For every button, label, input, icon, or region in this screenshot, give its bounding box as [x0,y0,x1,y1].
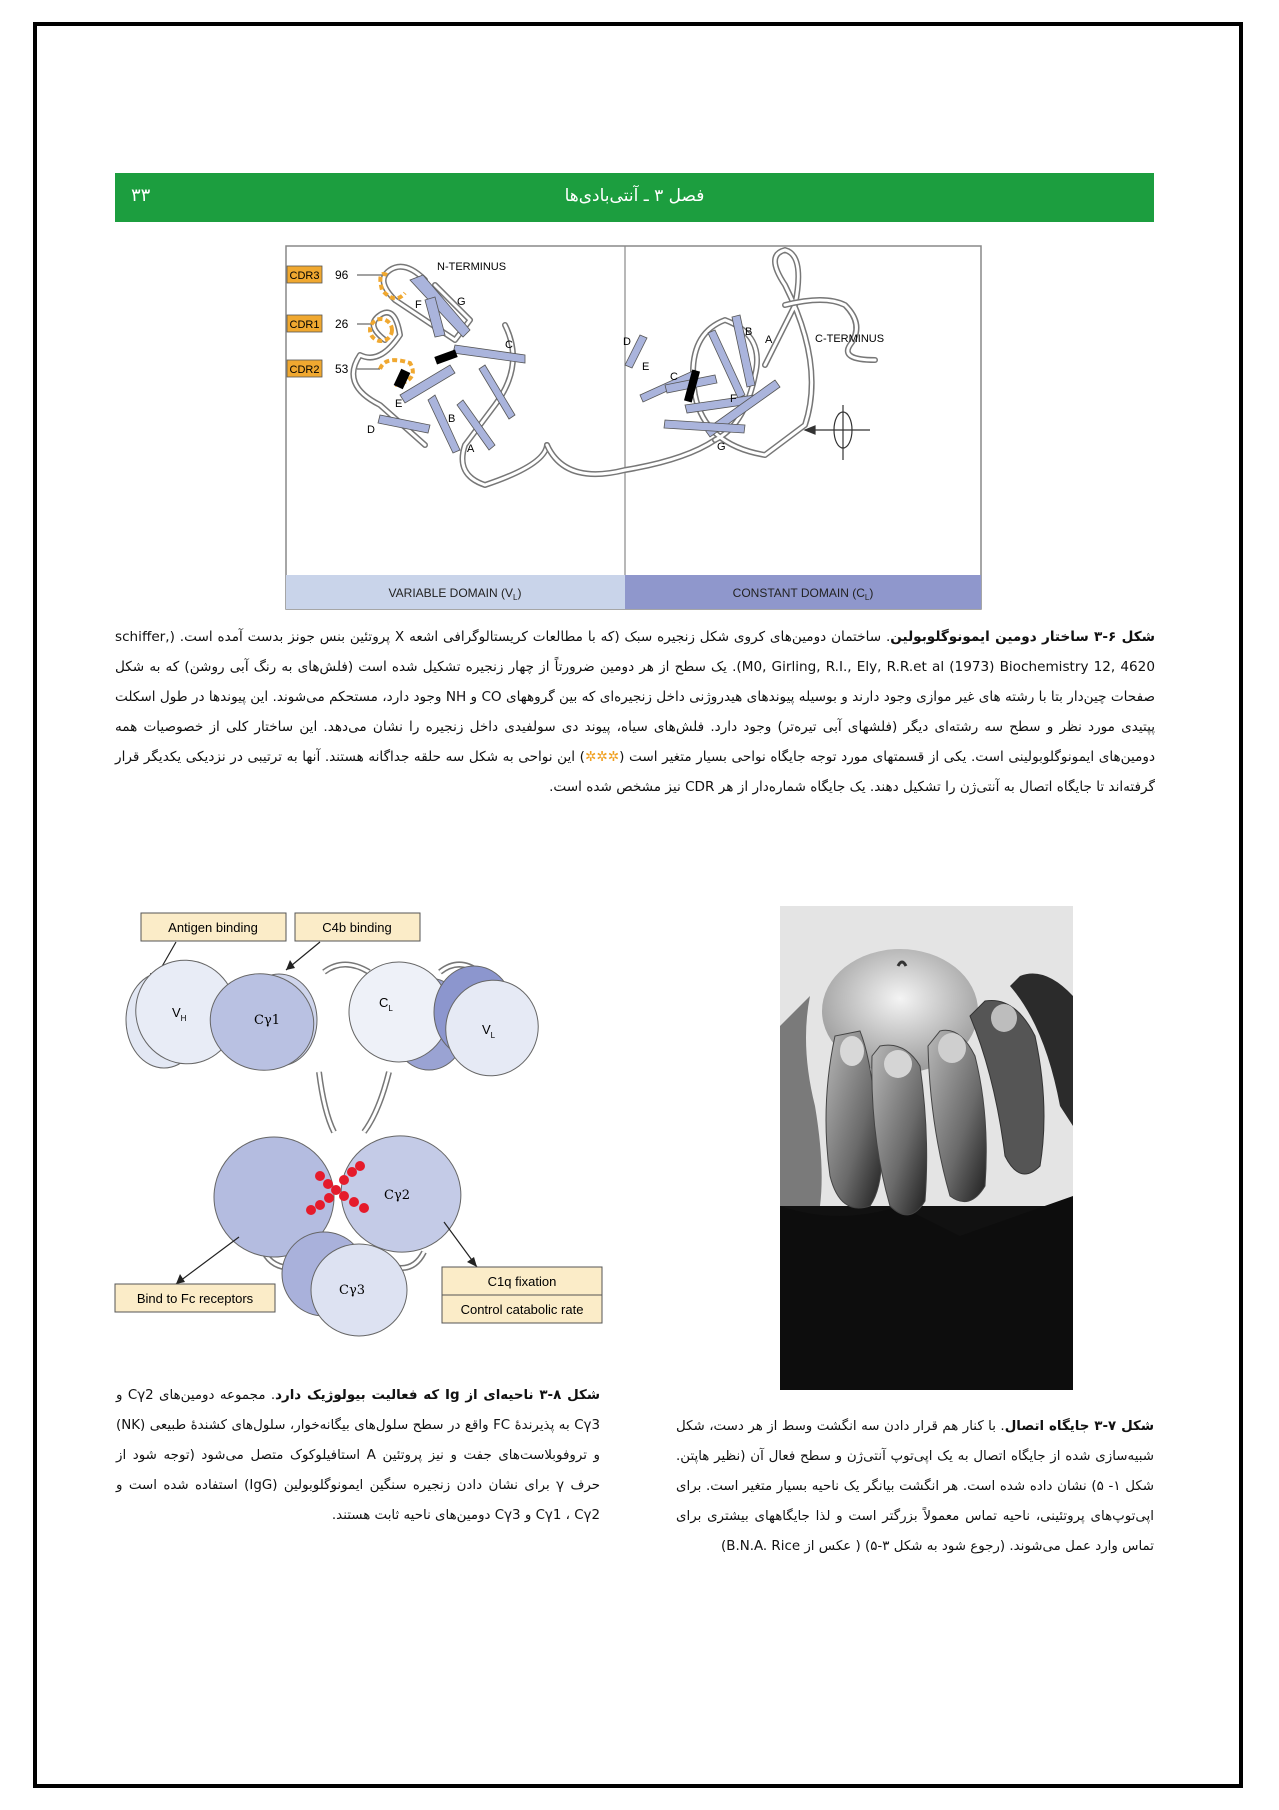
n-terminus-label: N-TERMINUS [437,261,507,273]
cdr1-label: CDR1 [289,319,320,331]
variable-domain-label: VARIABLE DOMAIN $(V_L)$ [388,586,522,602]
svg-text:E: E [642,361,650,373]
figure-6-caption-body-3: ) این نواحی به شکل سه حلقه جداگانه هستند. آنها به ترتیبی در نزدیکی یکدیگر قرار گرفته‌اند تا جایگاه اتصال به آنتی‌ژن را تشکیل دهند. یک جایگاه شماره‌دار از هر CDR نیز مشخص شده است. [115,749,1155,795]
constant-domain-label: CONSTANT DOMAIN $(C_L)$ [732,586,874,602]
svg-text:Control catabolic rate: Control catabolic rate [460,1302,584,1317]
figure-7-caption-title: شکل ۷-۳ جایگاه اتصال [1004,1419,1155,1434]
svg-text:A: A [765,334,773,346]
svg-text:B: B [745,326,753,338]
figure-6-caption-body-2: ). یک سطح از هر دومین ضرورتاً از چهار زنجیره تشکیل شده است (فلش‌های به رنگ آبی روشن) که به شکل صفحات چین‌دار بتا با رشته های غیر موازی وجود دارند و بوسیله پیوندهای هیدروژنی داخل زنجیره‌ای که بین گروههای CO و NH وجود دارد، مستحکم می‌شوند. این پیوندها در طول اسکلت پپتیدی مورد نظر و سطح سه رشته‌ای دیگر (فلشهای آبی تیره‌تر) وجود دارد. فلش‌های سیاه، پیوند دی سولفیدی داخل زنجیره را نشان می‌دهد. این ساختار کلی از خصوصیات همه دومین‌های ایمونوگلوبولینی است. یکی از قسمتهای مورد توجه جایگاه نواحی بسیار متغیر است ( [115,659,1155,765]
svg-text:E: E [395,398,403,410]
figure-8-caption [116,1381,600,1531]
svg-text:D: D [623,336,631,348]
figure-7-hands-photo [780,906,1073,1390]
cdr2-position: 53 [335,362,349,376]
cg2-label: Cγ2 [384,1188,410,1203]
figure-6-reference: schiffer, M0, Girling, R.I., Ely, R.R.et al (1973) Biochemistry 12, 4620 [115,629,1155,675]
figure-8-caption-body: . مجموعه دومین‌های Cγ2 و Cγ3 به پذیرندهٔ FC واقع در سطح سلول‌های بیگانه‌خوار، سلول‌های کشندهٔ طبیعی (NK) و تروفوبلاست‌های جفت و نیز پروتئین A استافیلوکوک متصل می‌شود (توجه شود از حرف γ برای نشان دادن زنجیره سنگین ایمونوگلوبولین (IgG) استفاده شده است و Cγ1 ، Cγ2 و Cγ3 دومین‌های ناحیه ثابت هستند. [116,1388,600,1523]
svg-text:B: B [448,413,456,425]
cdr3-label: CDR3 [289,270,320,282]
fc-receptor-box [115,1284,275,1312]
figure-6-ig-domain-diagram [285,245,982,610]
page-number: ۳۳ [131,185,151,206]
cdr3-position: 96 [335,268,349,282]
figure-6-caption-title: شکل ۶-۳ ساختار دومین ایمونوگلوبولین [890,629,1156,645]
figure-8-caption-title: شکل ۸-۳ ناحیه‌ای از Ig که فعالیت بیولوژیک دارد [275,1388,600,1403]
svg-text:Antigen binding: Antigen binding [168,920,258,935]
svg-text:A: A [467,443,475,455]
svg-text:F: F [415,299,422,311]
svg-text:F: F [730,393,737,405]
svg-text:C: C [670,371,678,383]
svg-text:G: G [717,441,726,453]
antigen-binding-box [141,913,286,941]
cdr2-label: CDR2 [289,364,320,376]
figure-7-caption-body: . با کنار هم قرار دادن سه انگشت وسط از هر دست، شکل شبیه‌سازی شده از جایگاه اتصال به یک اپی‌توپ آنتی‌ژن و سطح فعال آن (نظیر هاپتن. شکل ۱- ۵) نشان داده شده است. هر انگشت بیانگر یک ناحیه بسیار متغیر است. برای اپی‌توپ‌های پروتئینی، ناحیه تماس معمولاً بزرگتر است و لذا جایگاههای بیشتری برای تماس وارد عمل می‌شوند. (رجوع شود به شکل ۳-۵) ( عکس از B.N.A. Rice) [676,1419,1155,1554]
vl-label: $V_L$ [482,1022,496,1040]
chapter-title: فصل ۳ ـ آنتی‌بادی‌ها [564,186,705,206]
svg-text:Bind to Fc receptors: Bind to Fc receptors [136,1291,254,1306]
c4b-binding-box [295,913,420,941]
cg1-label: Cγ1 [254,1013,280,1028]
svg-text:C1q fixation: C1q fixation [487,1274,557,1289]
c-terminus-label: C-TERMINUS [815,333,885,345]
figure-8-ig-region-diagram [114,912,606,1340]
svg-text:G: G [457,296,466,308]
svg-text:C: C [505,339,513,351]
svg-text:C4b binding: C4b binding [322,920,392,935]
chapter-header [115,173,1154,222]
svg-text:D: D [367,424,375,436]
cl-label: $C_L$ [379,995,393,1013]
hypervariable-marker: ✲✲✲ [584,749,620,765]
figure-6-caption: شکل ۶-۳ ساختار دومین ایمونوگلوبولین. ساختمان دومین‌های کروی شکل زنجیره سبک (که با مطالعات کریستالوگرافی اشعه X پروتئین بنس جونز بدست آمده است. (schiffer, M0, Girling, R.I., Ely, R.R.et al (1973) Biochemistry 12, 4620). یک سطح از هر دومین ضرورتاً از چهار زنجیره تشکیل شده است (فلش‌های به رنگ آبی روشن) که به شکل صفحات چین‌دار بتا با رشته های غیر موازی وجود دارند و بوسیله پیوندهای هیدروژنی داخل زنجیره‌ای که بین گروههای CO و NH وجود دارد، مستحکم می‌شوند. این پیوندها در طول اسکلت پپتیدی مورد نظر و سطح سه رشته‌ای دیگر (فلشهای آبی تیره‌تر) وجود دارد. فلش‌های سیاه، پیوند دی سولفیدی داخل زنجیره را نشان می‌دهد. این ساختار کلی از خصوصیات همه دومین‌های ایمونوگلوبولینی است. یکی از قسمتهای مورد توجه جایگاه نواحی بسیار متغیر است (✲✲✲) این نواحی به شکل سه حلقه جداگانه هستند. آنها به ترتیبی در نزدیکی یکدیگر قرار گرفته‌اند تا جایگاه اتصال به آنتی‌ژن را تشکیل دهند. یک جایگاه شماره‌دار از هر CDR نیز مشخص شده است. [115,629,1156,795]
cg3-label: Cγ3 [339,1283,365,1298]
cdr1-position: 26 [335,317,349,331]
c1q-box [442,1267,602,1323]
figure-6-caption-body-1: . ساختمان دومین‌های کروی شکل زنجیره سبک (که با مطالعات کریستالوگرافی اشعه X پروتئین بنس جونز بدست آمده است. [174,629,891,645]
figure-7-caption [676,1412,1154,1562]
vh-label: $V_H$ [172,1005,187,1023]
